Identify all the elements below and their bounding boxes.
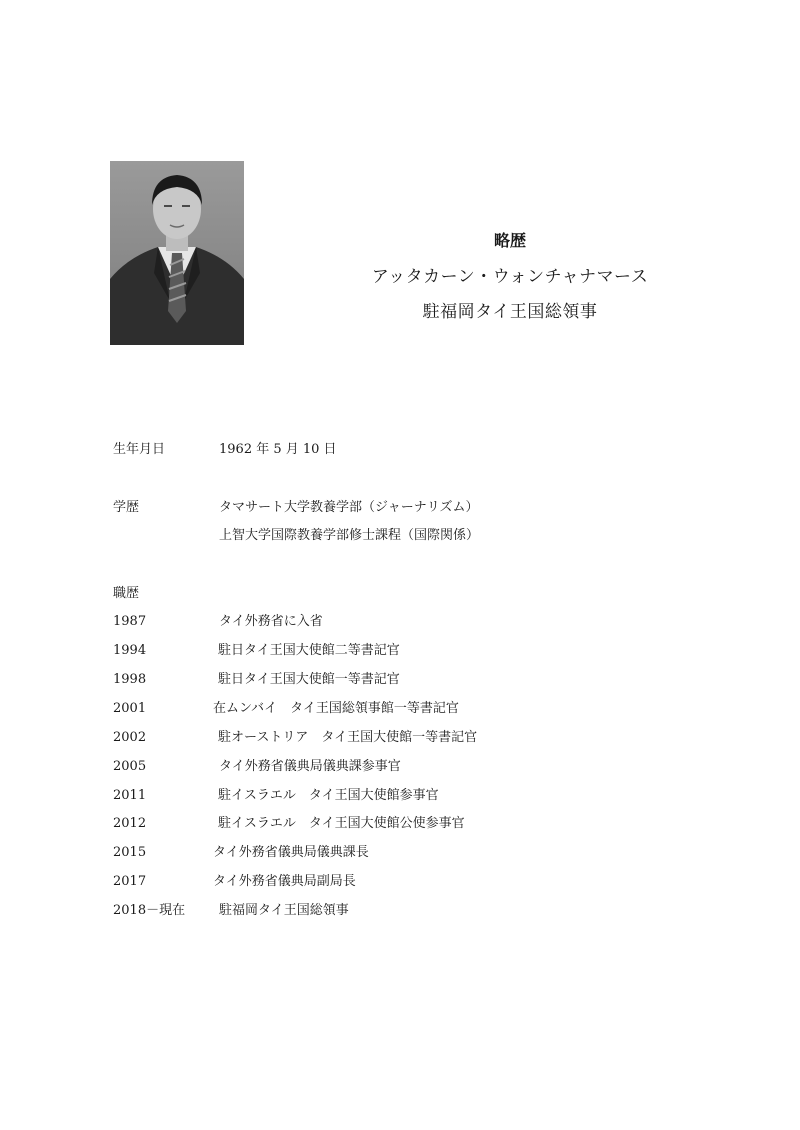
career-entry: タイ外務省儀典局副局長	[213, 874, 356, 889]
career-entry: 駐オーストリア タイ王国大使館一等書記官	[218, 730, 478, 745]
career-label: 職歴	[113, 586, 140, 601]
career-year: 1998	[113, 672, 147, 687]
career-entry: タイ外務省儀典局儀典課参事官	[219, 759, 401, 774]
career-entry: 駐イスラエル タイ王国大使館参事官	[218, 788, 439, 803]
person-position: 駐福岡タイ王国総領事	[422, 302, 598, 322]
career-entry: 在ムンバイ タイ王国総領事館一等書記官	[213, 701, 459, 716]
education-item: 上智大学国際教養学部修士課程（国際関係）	[219, 528, 480, 543]
person-name: アッタカーン・ウォンチャナマース	[371, 267, 649, 287]
career-year: 2012	[113, 816, 147, 831]
career-year: 1987	[113, 614, 147, 629]
document-title: 略歴	[493, 231, 526, 250]
career-entry: タイ外務省儀典局儀典課長	[213, 845, 369, 860]
career-year: 2015	[113, 845, 147, 860]
career-year: 2017	[113, 874, 147, 889]
career-entry: 駐福岡タイ王国総領事	[219, 903, 349, 918]
birth-value: 1962 年 5 月 10 日	[219, 442, 337, 457]
career-entry: 駐日タイ王国大使館一等書記官	[218, 672, 400, 687]
career-year: 2018－現在	[113, 903, 186, 918]
career-year: 2002	[113, 730, 147, 745]
career-entry: 駐日タイ王国大使館二等書記官	[218, 643, 400, 658]
career-year: 2011	[113, 788, 147, 803]
career-year: 1994	[113, 643, 147, 658]
education-item: タマサート大学教養学部（ジャーナリズム）	[219, 500, 479, 515]
portrait-photo	[110, 161, 244, 345]
career-entry: 駐イスラエル タイ王国大使館公使参事官	[218, 816, 465, 831]
portrait-image	[110, 161, 244, 345]
career-year: 2005	[113, 759, 147, 774]
career-entry: タイ外務省に入省	[219, 614, 323, 629]
birth-label: 生年月日	[113, 442, 166, 457]
career-year: 2001	[113, 701, 147, 716]
education-label: 学歴	[113, 500, 140, 515]
